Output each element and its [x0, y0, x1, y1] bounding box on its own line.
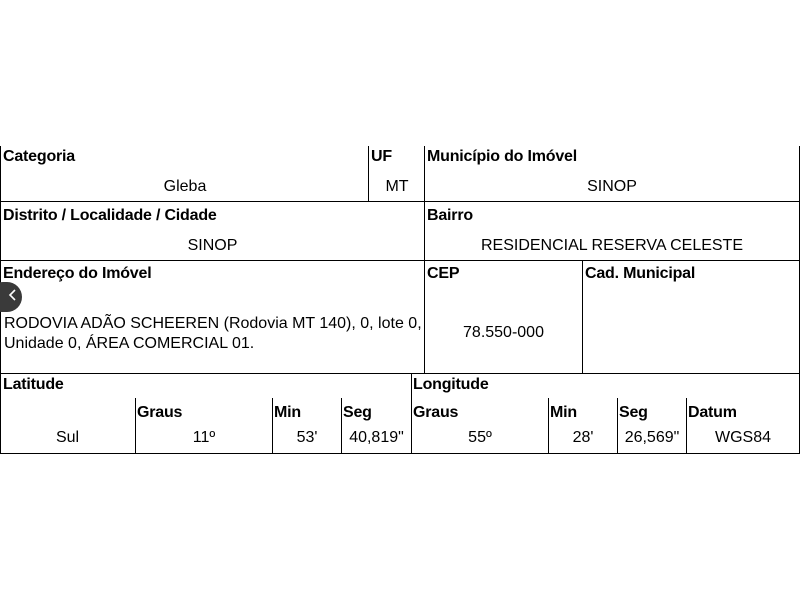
endereco-value: RODOVIA ADÃO SCHEEREN (Rodovia MT 140), 0, lote 0, Unidade 0, ÁREA COMERCIAL 01.	[4, 315, 422, 352]
lon-seg-value: 26,569"	[624, 429, 680, 446]
uf-label: UF	[371, 148, 392, 165]
lon-min-label: Min	[550, 404, 577, 421]
row-divider	[0, 201, 800, 202]
lon-seg-label: Seg	[619, 404, 648, 421]
datum-label: Datum	[688, 404, 737, 421]
row-divider	[0, 373, 800, 374]
column-divider	[424, 260, 425, 373]
categoria-value: Gleba	[163, 178, 207, 195]
lat-hemisphere-value: Sul	[55, 429, 80, 446]
lat-graus-label: Graus	[137, 404, 183, 421]
column-divider	[582, 260, 583, 373]
uf-value: MT	[385, 178, 409, 195]
categoria-label: Categoria	[3, 148, 75, 165]
bairro-label: Bairro	[427, 207, 473, 224]
lat-seg-label: Seg	[343, 404, 372, 421]
cep-value: 78.550-000	[463, 324, 544, 341]
lat-min-label: Min	[274, 404, 301, 421]
endereco-label: Endereço do Imóvel	[3, 265, 152, 282]
lon-graus-value: 55º	[468, 429, 492, 446]
bairro-value: RESIDENCIAL RESERVA CELESTE	[480, 237, 743, 254]
row-divider	[0, 453, 800, 454]
cad-municipal-label: Cad. Municipal	[585, 265, 696, 282]
lat-min-value: 53'	[296, 429, 318, 446]
cep-label: CEP	[427, 265, 460, 282]
lon-min-value: 28'	[572, 429, 594, 446]
municipio-label: Município do Imóvel	[427, 148, 577, 165]
latitude-label: Latitude	[3, 376, 64, 393]
municipio-value: SINOP	[587, 178, 637, 195]
distrito-label: Distrito / Localidade / Cidade	[3, 207, 217, 224]
previous-page-button[interactable]	[0, 282, 22, 312]
longitude-label: Longitude	[413, 376, 489, 393]
datum-value: WGS84	[714, 429, 771, 446]
lat-graus-value: 11º	[192, 429, 216, 446]
row-divider	[0, 260, 800, 261]
lat-seg-value: 40,819"	[349, 429, 404, 446]
distrito-value: SINOP	[187, 237, 238, 254]
column-divider	[0, 260, 1, 373]
chevron-left-icon	[6, 288, 20, 307]
lon-graus-label: Graus	[413, 404, 459, 421]
